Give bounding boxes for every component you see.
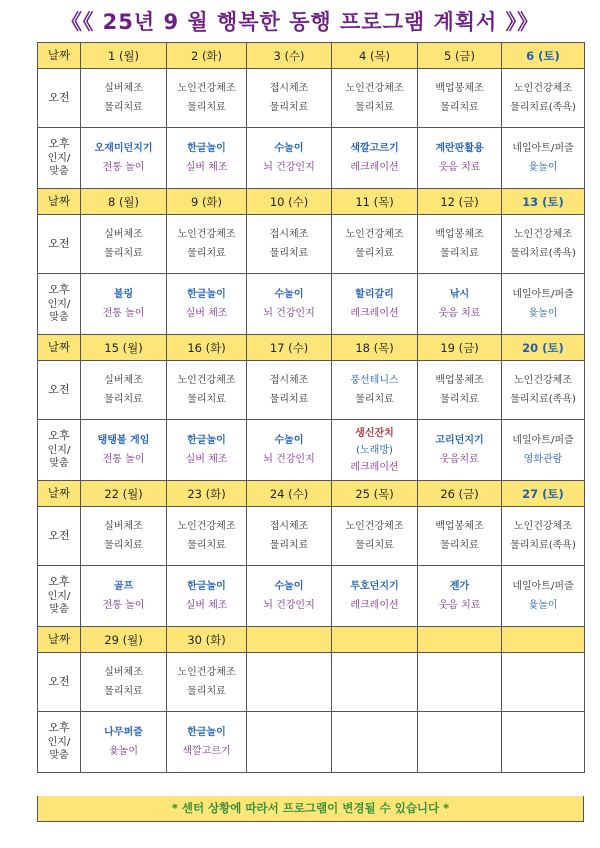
afternoon-cell: [332, 712, 418, 773]
afternoon-label-line: 인지/: [47, 444, 71, 456]
activity-line: 실버 체조: [185, 162, 228, 173]
afternoon-label: [38, 274, 81, 335]
activity-line: 오재미던지기: [94, 143, 153, 154]
activity-line: 실버체조: [104, 83, 143, 94]
activity-line: 웃음 치료: [438, 308, 481, 319]
afternoon-label-line: 인지/: [47, 152, 71, 164]
activity-line: 접시체조: [269, 229, 309, 240]
afternoon-label-line: 맞춤: [49, 458, 69, 470]
activity-line: 접시체조: [269, 375, 309, 386]
activity-line: 물리치료(족욕): [510, 248, 576, 259]
activity-line: 물리치료: [355, 540, 394, 551]
afternoon-cell: [418, 274, 502, 335]
afternoon-label: [38, 712, 81, 773]
morning-cell: [167, 361, 247, 420]
activity-line: 낚시: [449, 289, 470, 300]
afternoon-cell: [247, 420, 332, 481]
morning-cell: [167, 215, 247, 274]
morning-cell: [167, 653, 247, 712]
day-header: 22 (월): [81, 481, 167, 507]
activity-line: 한글놀이: [187, 727, 226, 738]
activity-line: 백업봉체조: [435, 375, 484, 386]
afternoon-label: [38, 128, 81, 189]
day-header: 18 (목): [332, 335, 418, 361]
morning-row: [38, 653, 585, 712]
activity-line: 윷놀이: [528, 308, 558, 319]
activity-line: 접시체조: [269, 83, 309, 94]
activity-line: 뇌 건강인지: [263, 600, 315, 611]
activity-line: 수놀이: [274, 581, 304, 592]
morning-cell: [502, 507, 585, 566]
activity-line: 투호던지기: [350, 581, 399, 592]
activity-line: 노인건강체조: [514, 229, 572, 240]
afternoon-label-line: 맞춤: [49, 312, 69, 324]
day-header: 23 (화): [167, 481, 247, 507]
activity-line: (노래방): [356, 444, 393, 456]
afternoon-cell: [332, 566, 418, 627]
activity-line: 노인건강체조: [514, 375, 572, 386]
morning-cell: [418, 507, 502, 566]
activity-line: 한글놀이: [187, 289, 226, 300]
activity-line: 물리치료: [104, 540, 143, 551]
activity-line: 네일아트/퍼즐: [512, 143, 574, 154]
activity-line: 물리치료: [269, 394, 309, 405]
afternoon-label-line: 인지/: [47, 298, 71, 310]
morning-cell: [418, 215, 502, 274]
activity-line: 실버 체조: [185, 454, 228, 465]
afternoon-cell: [167, 566, 247, 627]
date-row: [38, 43, 585, 69]
afternoon-cell: [418, 712, 502, 773]
morning-label: 오전: [38, 507, 81, 566]
afternoon-cell: [167, 420, 247, 481]
activity-line: 색깔고르기: [350, 143, 399, 154]
afternoon-cell: [502, 420, 585, 481]
morning-label: 오전: [38, 361, 81, 420]
afternoon-row: [38, 274, 585, 335]
morning-cell: [502, 69, 585, 128]
day-header: 2 (화): [167, 43, 247, 69]
afternoon-row: [38, 566, 585, 627]
morning-cell: [81, 507, 167, 566]
afternoon-cell: [247, 566, 332, 627]
activity-line: 수놀이: [274, 289, 304, 300]
afternoon-label-line: 오후: [48, 429, 70, 443]
activity-line: 실버체조: [104, 667, 143, 678]
activity-line: 전통 놀이: [102, 454, 145, 465]
day-header: 19 (금): [418, 335, 502, 361]
activity-line: 백업봉체조: [435, 83, 484, 94]
afternoon-cell: [81, 566, 167, 627]
day-header: 17 (수): [247, 335, 332, 361]
activity-line: 전통 놀이: [102, 308, 145, 319]
activity-line: 물리치료(족욕): [510, 102, 576, 113]
schedule-table: [37, 42, 585, 773]
afternoon-cell: [332, 274, 418, 335]
date-row: [38, 189, 585, 215]
afternoon-cell: [81, 712, 167, 773]
afternoon-cell: [247, 128, 332, 189]
activity-line: 물리치료: [187, 686, 226, 697]
morning-cell: [332, 361, 418, 420]
activity-line: 물리치료: [355, 394, 394, 405]
afternoon-row: [38, 420, 585, 481]
activity-line: 뇌 건강인지: [263, 162, 315, 173]
activity-line: 할리갈리: [355, 289, 394, 300]
activity-line: 물리치료: [355, 102, 394, 113]
activity-line: 색깔고르기: [182, 746, 231, 757]
activity-line: 웃음 치료: [438, 600, 481, 611]
day-header: 5 (금): [418, 43, 502, 69]
afternoon-cell: [418, 566, 502, 627]
activity-line: 노인건강체조: [345, 521, 404, 532]
morning-cell: [502, 653, 585, 712]
afternoon-label-line: 인지/: [47, 736, 71, 748]
activity-line: 실버체조: [104, 521, 143, 532]
morning-cell: [502, 215, 585, 274]
activity-line: 웃음 치료: [438, 162, 481, 173]
activity-line: 네일아트/퍼즐: [512, 435, 574, 446]
morning-cell: [247, 361, 332, 420]
activity-line: 윷놀이: [109, 746, 138, 757]
day-header: 15 (월): [81, 335, 167, 361]
activity-line: 레크레이션: [350, 162, 399, 173]
day-header: 3 (수): [247, 43, 332, 69]
day-header: [247, 627, 332, 653]
activity-line: 노인건강체조: [514, 83, 572, 94]
day-header: 30 (화): [167, 627, 247, 653]
morning-cell: [418, 361, 502, 420]
activity-line: 수놀이: [274, 435, 304, 446]
day-header: [418, 627, 502, 653]
afternoon-label-line: 맞춤: [49, 604, 69, 616]
activity-line: 한글놀이: [187, 143, 226, 154]
activity-line: 영화관람: [523, 454, 563, 465]
afternoon-label-line: 오후: [48, 721, 70, 735]
afternoon-cell: [332, 128, 418, 189]
activity-line: 레크레이션: [350, 308, 399, 319]
morning-row: [38, 361, 585, 420]
activity-line: 접시체조: [269, 521, 309, 532]
morning-row: [38, 507, 585, 566]
date-row: [38, 627, 585, 653]
activity-line: 물리치료: [187, 248, 226, 259]
activity-line: 웃음치료: [440, 454, 479, 465]
activity-line: 볼링: [113, 289, 134, 300]
activity-line: 뇌 건강인지: [263, 454, 315, 465]
morning-cell: [502, 361, 585, 420]
activity-line: 노인건강체조: [514, 521, 572, 532]
day-header: 1 (월): [81, 43, 167, 69]
morning-cell: [81, 69, 167, 128]
afternoon-label-line: 맞춤: [49, 750, 69, 762]
activity-line: 젠가: [449, 581, 470, 592]
day-header: 11 (목): [332, 189, 418, 215]
morning-row: [38, 69, 585, 128]
activity-line: 네일아트/퍼즐: [512, 581, 574, 592]
date-row-label: 날짜: [38, 189, 81, 215]
morning-cell: [81, 361, 167, 420]
afternoon-cell: [167, 128, 247, 189]
activity-line: 실버 체조: [185, 308, 228, 319]
activity-line: 물리치료: [104, 248, 143, 259]
afternoon-cell: [502, 128, 585, 189]
activity-line: 물리치료: [269, 540, 309, 551]
morning-label: 오전: [38, 653, 81, 712]
morning-cell: [332, 653, 418, 712]
afternoon-label-line: 맞춤: [49, 166, 69, 178]
activity-line: 한글놀이: [187, 581, 226, 592]
date-row-label: 날짜: [38, 43, 81, 69]
date-row: [38, 481, 585, 507]
activity-line: 물리치료: [269, 248, 309, 259]
activity-line: 물리치료: [440, 102, 479, 113]
afternoon-label-line: 오후: [48, 575, 70, 589]
activity-line: 물리치료: [355, 248, 394, 259]
afternoon-label: [38, 566, 81, 627]
day-header: 16 (화): [167, 335, 247, 361]
page-title: 《《 25년 9 월 행복한 동행 프로그램 계획서 》》: [60, 10, 540, 34]
day-header: 4 (목): [332, 43, 418, 69]
activity-line: 물리치료(족욕): [510, 394, 576, 405]
morning-cell: [81, 215, 167, 274]
activity-line: 물리치료: [104, 686, 143, 697]
afternoon-cell: [502, 712, 585, 773]
activity-line: 탱탱볼 게임: [97, 435, 150, 446]
afternoon-row: [38, 128, 585, 189]
activity-line: 전통 놀이: [102, 600, 145, 611]
day-header: 29 (월): [81, 627, 167, 653]
activity-line: 물리치료: [104, 102, 143, 113]
activity-line: 물리치료: [187, 540, 226, 551]
activity-line: 물리치료: [440, 248, 479, 259]
activity-line: 노인건강체조: [177, 667, 236, 678]
day-header: 6 (토): [502, 43, 585, 69]
activity-line: 노인건강체조: [177, 83, 236, 94]
afternoon-cell: [81, 274, 167, 335]
activity-line: 실버체조: [104, 229, 143, 240]
day-header: [502, 627, 585, 653]
activity-line: 수놀이: [274, 143, 304, 154]
activity-line: 한글놀이: [187, 435, 226, 446]
activity-line: 윷놀이: [528, 162, 558, 173]
activity-line: 물리치료: [440, 540, 479, 551]
activity-line: 생신잔치: [355, 427, 394, 439]
morning-row: [38, 215, 585, 274]
activity-line: 계란판활용: [435, 143, 484, 154]
footnote: * 센터 상황에 따라서 프로그램이 변경될 수 있습니다 *: [37, 796, 584, 822]
day-header: 27 (토): [502, 481, 585, 507]
morning-cell: [332, 69, 418, 128]
activity-line: 노인건강체조: [177, 521, 236, 532]
activity-line: 노인건강체조: [345, 83, 404, 94]
morning-cell: [167, 69, 247, 128]
activity-line: 백업봉체조: [435, 229, 484, 240]
morning-cell: [81, 653, 167, 712]
afternoon-row: [38, 712, 585, 773]
morning-cell: [247, 653, 332, 712]
activity-line: 물리치료: [269, 102, 309, 113]
day-header: 20 (토): [502, 335, 585, 361]
day-header: 10 (수): [247, 189, 332, 215]
morning-cell: [247, 69, 332, 128]
activity-line: 물리치료: [187, 394, 226, 405]
activity-line: 실버 체조: [185, 600, 228, 611]
activity-line: 네일아트/퍼즐: [512, 289, 574, 300]
day-header: 8 (월): [81, 189, 167, 215]
morning-cell: [332, 507, 418, 566]
afternoon-cell: [502, 274, 585, 335]
activity-line: 윷놀이: [528, 600, 558, 611]
activity-line: 골프: [113, 581, 134, 592]
day-header: 13 (토): [502, 189, 585, 215]
day-header: 26 (금): [418, 481, 502, 507]
date-row-label: 날짜: [38, 481, 81, 507]
morning-cell: [247, 507, 332, 566]
afternoon-label: [38, 420, 81, 481]
activity-line: 백업봉체조: [435, 521, 484, 532]
activity-line: 풍선테니스: [350, 375, 399, 386]
activity-line: 실버체조: [104, 375, 143, 386]
activity-line: 노인건강체조: [177, 375, 236, 386]
activity-line: 물리치료: [440, 394, 479, 405]
date-row: [38, 335, 585, 361]
morning-label: 오전: [38, 69, 81, 128]
morning-cell: [418, 69, 502, 128]
morning-cell: [332, 215, 418, 274]
afternoon-cell: [81, 128, 167, 189]
afternoon-cell: [247, 712, 332, 773]
activity-line: 고리던지기: [435, 435, 484, 446]
afternoon-label-line: 인지/: [47, 590, 71, 602]
afternoon-cell: [167, 274, 247, 335]
afternoon-cell: [247, 274, 332, 335]
afternoon-cell: [418, 128, 502, 189]
day-header: 12 (금): [418, 189, 502, 215]
activity-line: 물리치료: [104, 394, 143, 405]
afternoon-label-line: 오후: [48, 137, 70, 151]
activity-line: 노인건강체조: [345, 229, 404, 240]
day-header: 25 (목): [332, 481, 418, 507]
activity-line: 전통 놀이: [102, 162, 145, 173]
afternoon-cell: [332, 420, 418, 481]
day-header: 9 (화): [167, 189, 247, 215]
day-header: [332, 627, 418, 653]
morning-label: 오전: [38, 215, 81, 274]
date-row-label: 날짜: [38, 335, 81, 361]
afternoon-cell: [418, 420, 502, 481]
activity-line: 레크레이션: [350, 600, 399, 611]
activity-line: 뇌 건강인지: [263, 308, 315, 319]
activity-line: 나무퍼즐: [104, 727, 143, 738]
date-row-label: 날짜: [38, 627, 81, 653]
activity-line: 레크레이션: [350, 461, 399, 473]
afternoon-cell: [167, 712, 247, 773]
morning-cell: [167, 507, 247, 566]
morning-cell: [247, 215, 332, 274]
activity-line: 노인건강체조: [177, 229, 236, 240]
activity-line: 물리치료(족욕): [510, 540, 576, 551]
morning-cell: [418, 653, 502, 712]
activity-line: 물리치료: [187, 102, 226, 113]
afternoon-cell: [502, 566, 585, 627]
day-header: 24 (수): [247, 481, 332, 507]
afternoon-cell: [81, 420, 167, 481]
afternoon-label-line: 오후: [48, 283, 70, 297]
